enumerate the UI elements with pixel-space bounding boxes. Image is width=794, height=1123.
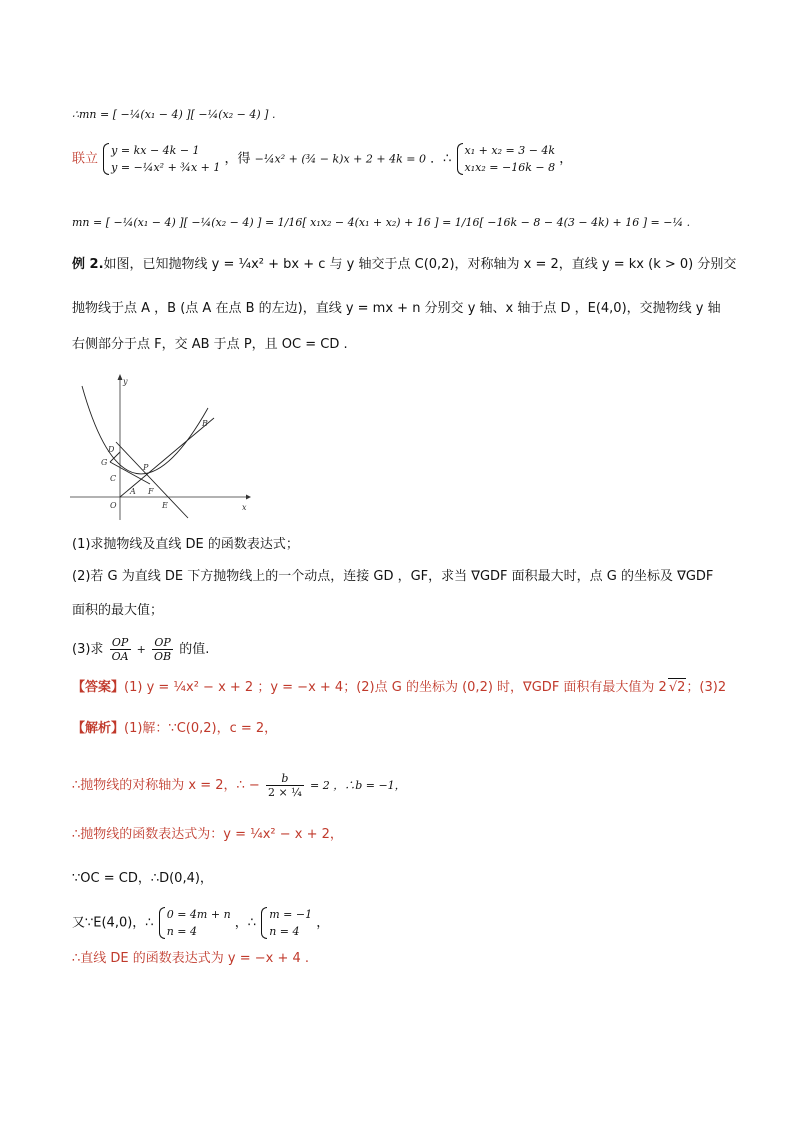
analysis-line-4 [72, 870, 213, 888]
derivation-line-1 [72, 106, 275, 124]
fraction-axis [266, 772, 304, 799]
answer-line [72, 678, 726, 697]
l1-prefix: ∴mn = [72, 108, 113, 121]
question-1 [72, 536, 299, 554]
sqrt-sign: √2 [668, 680, 686, 695]
l2-mid: ，得 [224, 151, 251, 167]
example-label: 例 2. [72, 257, 104, 272]
label-b: B [202, 419, 208, 428]
frac-num: OP [110, 636, 131, 650]
label-x: x [242, 503, 247, 512]
fraction-op-oa [110, 636, 131, 663]
sys-row: x₁ + x₂ = 3 − 4k [464, 144, 556, 157]
analysis-tag: 【解析】 [72, 721, 125, 736]
frac-num: OP [152, 636, 173, 650]
label-e: E [162, 501, 168, 510]
analysis-line-1 [72, 720, 277, 738]
q3-pre: (3)求 [72, 642, 104, 657]
frac-den: 2 × ¼ [267, 786, 302, 799]
l2-then: ．∴ [430, 151, 452, 167]
example-text-3: 右侧部分于点 F，交 AB 于点 P，且 OC = CD . [72, 337, 348, 352]
analysis-step-3: ∴抛物线的函数表达式为：y = ¼x² − x + 2， [72, 827, 343, 842]
label-f: F [148, 487, 154, 496]
label-a: A [130, 487, 136, 496]
analysis-step-5-end: ， [316, 915, 330, 931]
answer-part-3: ；(3)2 [686, 680, 727, 695]
derivation-line-2 [72, 142, 572, 176]
derivation-line-3 [72, 214, 690, 232]
label-y: y [123, 377, 128, 386]
label-d: D [108, 445, 115, 454]
analysis-line-2 [72, 772, 406, 799]
q1-text: (1)求抛物线及直线 DE 的函数表达式； [72, 537, 299, 552]
sys-row: x₁x₂ = −16k − 8 [464, 161, 556, 174]
sys-row: 0 = 4m + n [166, 908, 231, 921]
frac-den: OA [111, 650, 129, 663]
q3-plus: + [136, 643, 146, 656]
sys-row: n = 4 [269, 925, 300, 938]
analysis-step-4: ∵OC = CD，∴D(0,4)， [72, 871, 213, 886]
label-p: P [143, 463, 149, 472]
frac-den: OB [154, 650, 172, 663]
sys-row: y = −¼x² + ¾x + 1 [111, 161, 221, 174]
q2b-text: 面积的最大值； [72, 603, 164, 618]
question-2b [72, 602, 163, 620]
analysis-line-5 [72, 906, 329, 940]
answer-part-2: (2)点 G 的坐标为 (0,2) 时，∇GDF 面积有最大值为 2 [356, 680, 667, 695]
frac-num: b [266, 772, 304, 786]
system-joint [102, 142, 220, 176]
example-line-1 [72, 256, 736, 274]
q3-post: 的值. [179, 642, 210, 657]
analysis-line-3 [72, 826, 343, 844]
label-c: C [110, 474, 117, 483]
question-3 [72, 636, 209, 663]
example-text-1: 如图，已知抛物线 y = ¼x² + bx + c 与 y 轴交于点 C(0,2)，对称轴为 x = 2，直线 y = kx (k > 0) 分别交 [103, 257, 737, 272]
analysis-step-6: ∴直线 DE 的函数表达式为 y = −x + 4 . [72, 951, 310, 966]
l2-label: 联立 [72, 151, 99, 167]
system-de-coeffs [158, 906, 231, 940]
q2a-text: (2)若 G 为直线 DE 下方抛物线上的一个动点，连接 GD ，GF，求当 ∇GDF 面积最大时，点 G 的坐标及 ∇GDF [72, 569, 714, 584]
l2-end: ， [559, 151, 573, 167]
line-ab [120, 418, 214, 497]
sys-row: m = −1 [269, 908, 313, 921]
sqrt-value: 2 [677, 680, 686, 695]
label-g: G [101, 458, 108, 467]
label-o: O [110, 501, 117, 510]
analysis-step-2-pre: ∴抛物线的对称轴为 x = 2，∴ − [72, 778, 260, 793]
answer-part-1: (1) y = ¼x² − x + 2 ；y = −x + 4； [124, 680, 357, 695]
y-axis-arrow [118, 374, 123, 380]
l3-body: mn = [ −¼(x₁ − 4) ][ −¼(x₂ − 4) ] = 1/16[ x₁x₂ − 4(x₁ + x₂) + 16 ] = 1/16[ −16k − 8 − 4(3 − 4k) + 16 ] = −¼ . [72, 216, 691, 229]
example-text-2: 抛物线于点 A ，B (点 A 在点 B 的左边)，直线 y = mx + n 分别交 y 轴、x 轴于点 D ，E(4,0)，交抛物线 y 轴 [72, 301, 721, 316]
analysis-line-6 [72, 950, 309, 968]
example-line-2 [72, 300, 721, 318]
analysis-step-1: (1)解：∵C(0,2)，c = 2， [124, 721, 278, 736]
l1-body: [ −¼(x₁ − 4) ][ −¼(x₂ − 4) ] . [112, 108, 276, 121]
sys-row: y = kx − 4k − 1 [111, 144, 200, 157]
analysis-step-5-mid: ，∴ [234, 915, 257, 931]
l2-eq: −¼x² + (¾ − k)x + 2 + 4k = 0 [254, 152, 426, 166]
analysis-step-5-pre: 又∵E(4,0)，∴ [72, 915, 154, 931]
analysis-step-2-post: = 2 ，∴b = −1， [309, 779, 406, 792]
system-de-solution [260, 906, 312, 940]
system-roots [456, 142, 556, 176]
line-de [116, 442, 188, 518]
answer-tag: 【答案】 [72, 680, 125, 695]
question-2a [72, 568, 713, 586]
sys-row: n = 4 [166, 925, 198, 938]
example-line-3 [72, 336, 348, 354]
parabola-figure [66, 370, 252, 522]
fraction-op-ob [152, 636, 173, 663]
x-axis-arrow [246, 495, 251, 500]
